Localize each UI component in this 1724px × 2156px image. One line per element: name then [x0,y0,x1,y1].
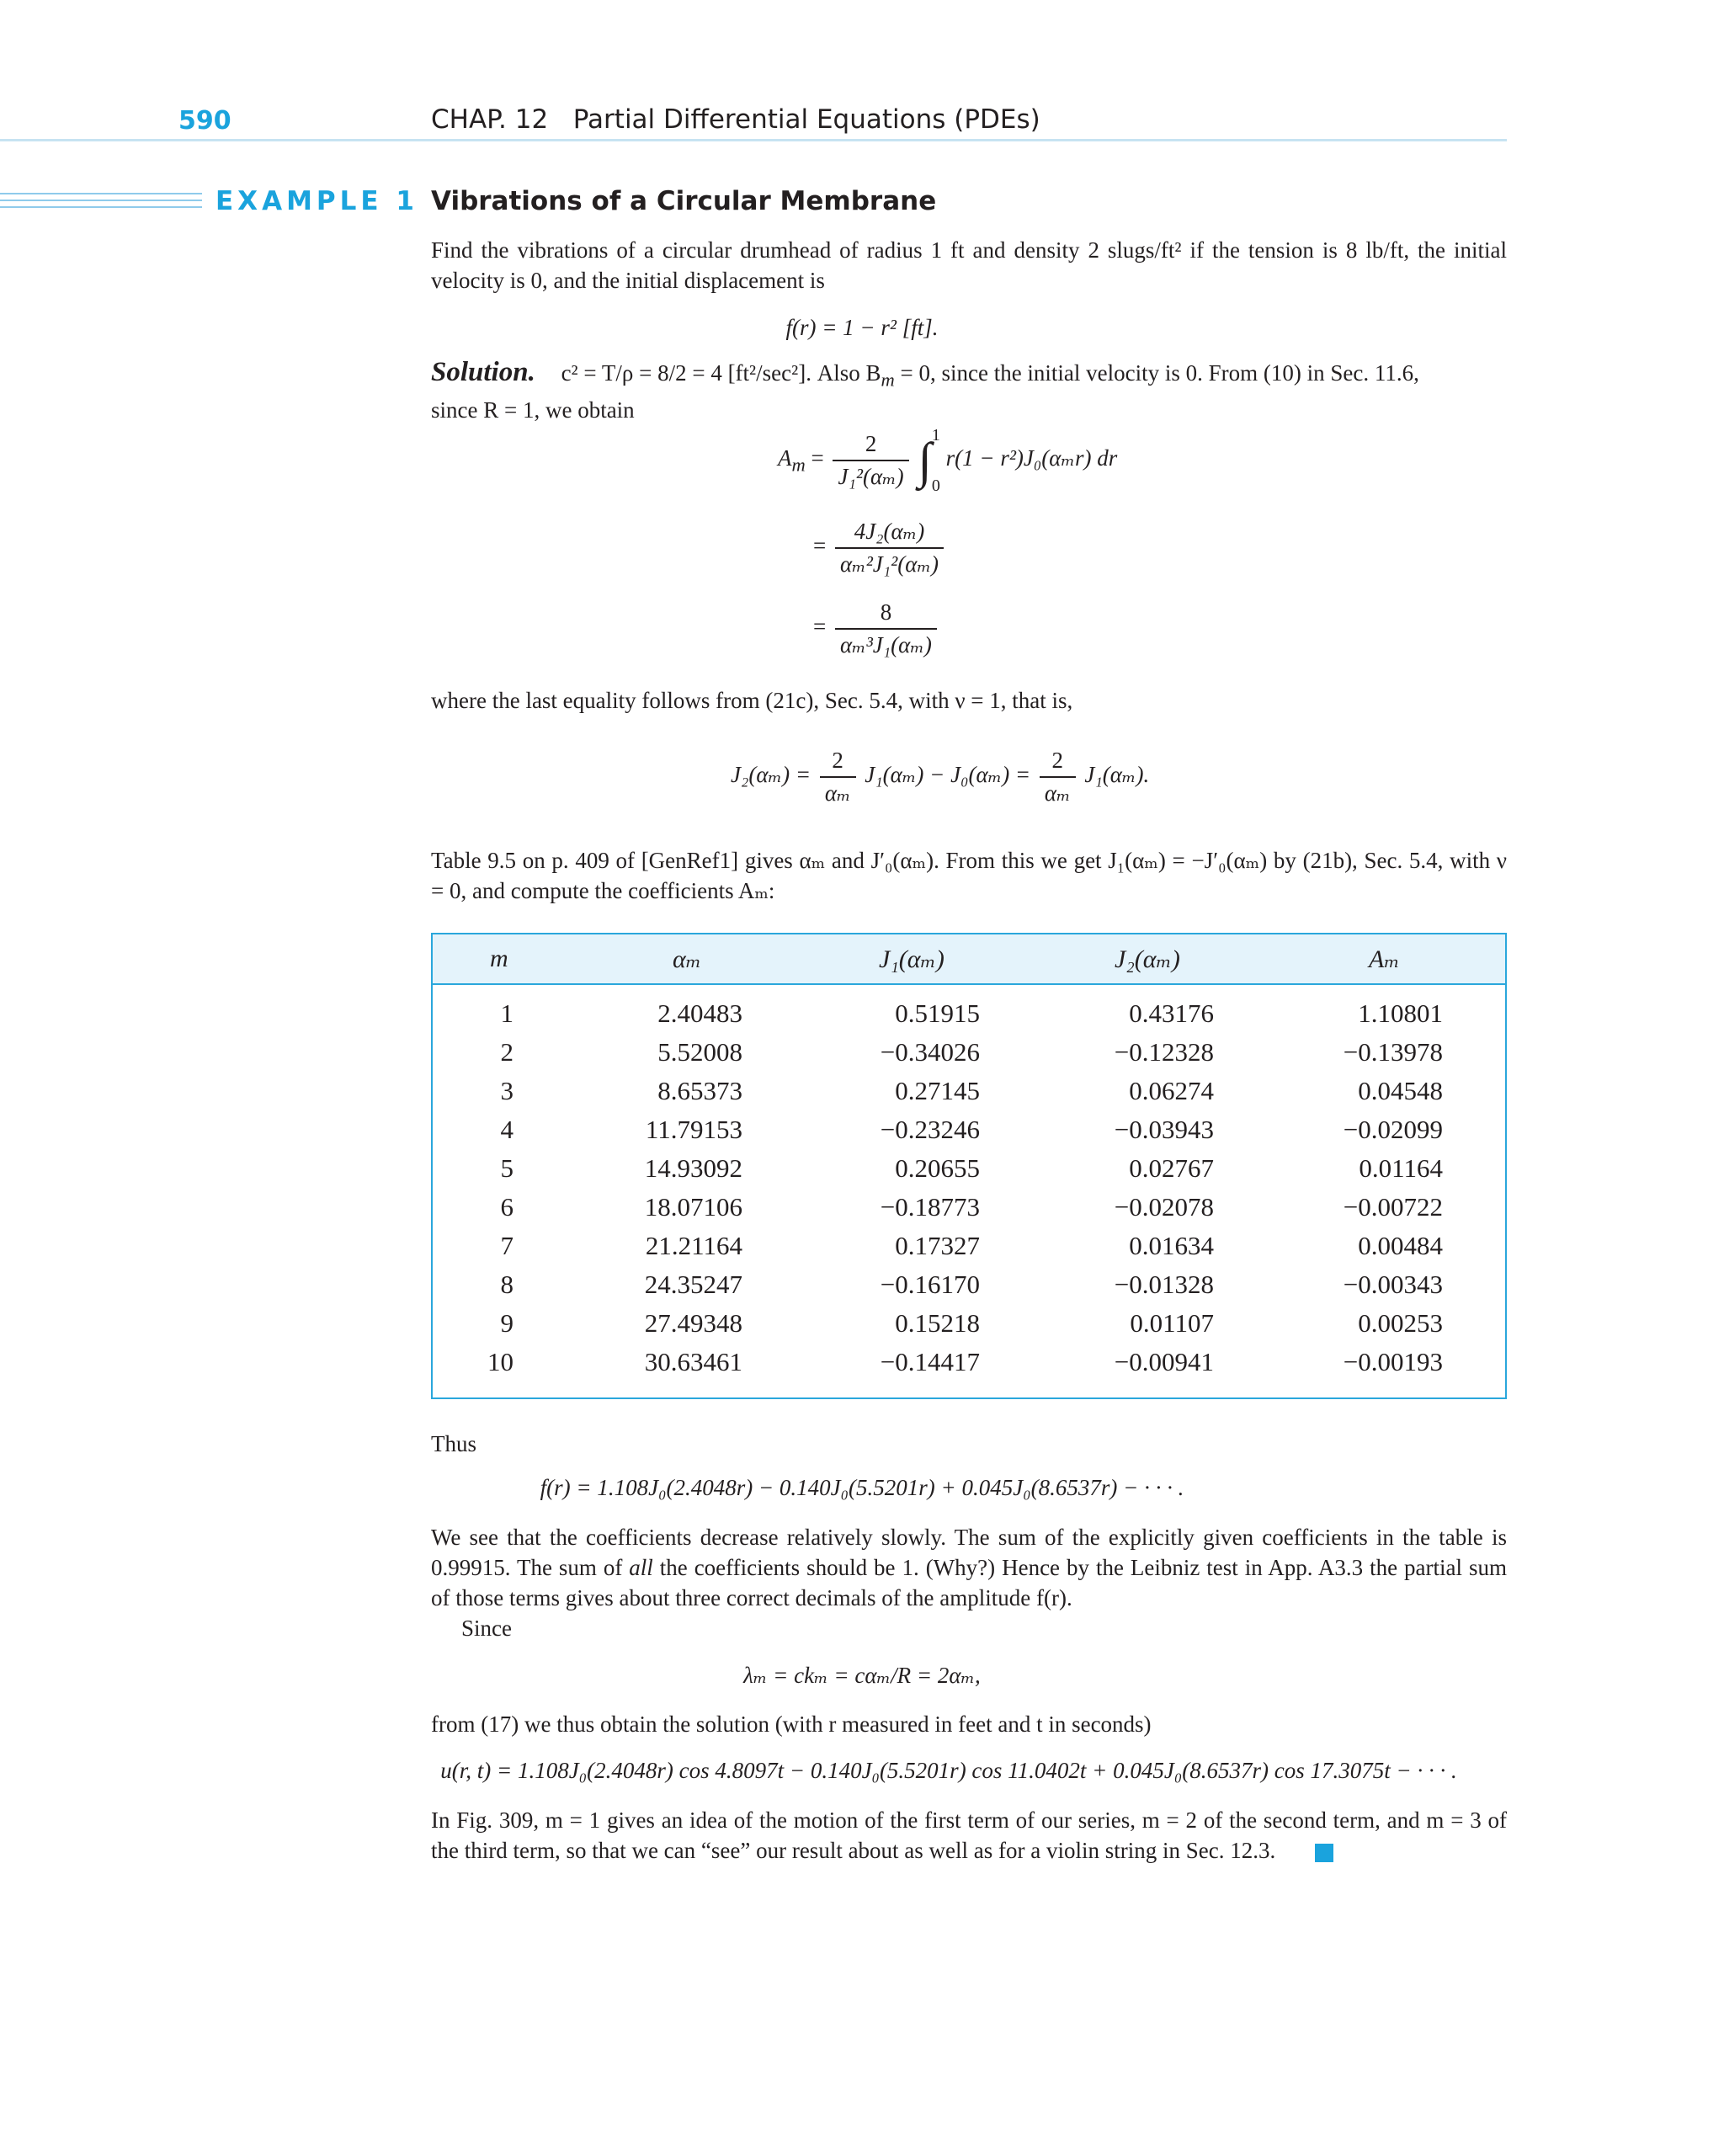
j2-lhs: J₂(αₘ) = [731,762,811,788]
final-text: In Fig. 309, m = 1 gives an idea of the motion of the first term of our series, m = 2 of the second term, and m = 3 of the third term, so that we can “see” our result about as well as for a violin string in Sec. 12.3. [431,1807,1507,1863]
table-cell: 0.20655 [895,1153,980,1183]
table-cell: 0.27145 [895,1076,980,1105]
am-frac3-den: αₘ³J₁(αₘ) [839,632,932,657]
am-equation-line2: = $\frac{\text{4J₂(αₘ)}}{\text{αₘ²J₁²(αₘ)}}$ [813,519,947,578]
header-j1: J₁(αₘ) [879,945,944,973]
u-series-equation: u(r, t) = 1.108J₀(2.4048r) cos 4.8097t − 0.140J₀(5.5201r) cos 11.0402t + 0.045J₀(8.6537r) cos 17.3075t − · · · . [440,1758,1457,1783]
coeff-text-a: We see that the coefficients decrease relatively slowly. The sum of the explicitly given coefficients in the table is 0.99915. The sum of [431,1525,1507,1580]
solution-text-line2: since R = 1, we obtain [431,397,635,423]
header-m: m [490,945,508,972]
f-series-equation: f(r) = 1.108J₀(2.4048r) − 0.140J₀(5.5201r) + 0.045J₀(8.6537r) − · · · . [540,1475,1184,1500]
j2-frac1-den: αₘ [824,780,851,806]
table-cell: 14.93092 [644,1153,742,1183]
final-paragraph [431,1805,1507,1866]
example-title: Vibrations of a Circular Membrane [431,186,937,216]
table-cell: 4 [500,1115,513,1144]
am-frac3-num: 8 [835,599,937,630]
j2-equation [731,748,1149,807]
table-cell: 5.52008 [657,1037,742,1067]
solution-text-part2: = 0, since the initial velocity is 0. From (10) in Sec. 11.6, [894,360,1419,386]
from17-paragraph: from (17) we thus obtain the solution (with r measured in feet and t in seconds) [431,1711,1152,1737]
table-cell: 0.17327 [895,1231,980,1260]
table-row [433,1347,1505,1386]
table-cell: 0.01164 [1359,1153,1443,1183]
table-row [433,1192,1505,1231]
table-cell: 30.63461 [644,1347,742,1376]
table-intro-paragraph: Table 9.5 on p. 409 of [GenRef1] gives αₘ and J′₀(αₘ). From this we get J₁(αₘ) = −J′₀(αₘ) by (21b), Sec. 5.4, with ν = 0, and compute the coefficients Aₘ: [431,848,1507,903]
example-rule-2 [0,200,202,201]
table-cell: 2.40483 [657,998,742,1028]
table-cell: 24.35247 [644,1270,742,1299]
integral-sign: ∫ [918,433,932,488]
table-row [433,1037,1505,1076]
solution-label: Solution. [431,357,535,387]
table-cell: 5 [500,1153,513,1183]
page-number: 590 [178,106,231,136]
table-cell: 0.00253 [1358,1308,1443,1338]
table-cell: 8 [500,1270,513,1299]
table-cell: −0.13978 [1343,1037,1443,1067]
header-alpha: αₘ [673,945,702,973]
table-row [433,1308,1505,1347]
table-cell: −0.34026 [880,1037,980,1067]
table-cell: −0.00941 [1114,1347,1214,1376]
table-cell: 10 [487,1347,513,1376]
table-cell: 0.15218 [895,1308,980,1338]
coefficients-paragraph [431,1522,1507,1613]
header-am: Aₘ [1369,945,1400,973]
am-frac2-den: αₘ²J₁²(αₘ) [839,551,939,577]
table-cell: −0.23246 [880,1115,980,1144]
table-cell: 8.65373 [657,1076,742,1105]
table-cell: −0.01328 [1114,1270,1214,1299]
table-cell: −0.02099 [1343,1115,1443,1144]
table-cell: 1.10801 [1358,998,1443,1028]
solution-text-part1: c² = T/ρ = 8/2 = 4 [ft²/sec²]. Also B [561,360,881,386]
int-lower: 0 [931,476,940,495]
solution-paragraph [431,357,1507,425]
table-cell: −0.16170 [880,1270,980,1299]
table-cell: 0.02767 [1129,1153,1214,1183]
am-frac1-num: 2 [833,431,908,461]
table-cell: 0.04548 [1358,1076,1443,1105]
header-rule [0,139,1507,141]
table-cell: 21.21164 [645,1231,742,1260]
example-rule-1 [0,193,202,194]
am-frac3 [835,599,937,658]
table-cell: 2 [500,1037,513,1067]
table-cell: 1 [500,998,513,1028]
am-equation-line3: = $\frac{8}{\text{αₘ³J₁(αₘ)}}$ [813,599,940,658]
end-of-example-marker [1315,1844,1333,1862]
table-header [433,934,1505,985]
table-cell: −0.00343 [1343,1270,1443,1299]
table-cell: −0.00193 [1343,1347,1443,1376]
table-cell: −0.18773 [880,1192,980,1222]
j2-frac1-num: 2 [820,748,856,778]
table-cell: 7 [500,1231,513,1260]
table-cell: 0.51915 [895,998,980,1028]
chapter-title: CHAP. 12 Partial Differential Equations (PDEs) [431,104,1040,135]
am-equation-line1: $A_m$ = $\frac{2}{\text{J₁²(αₘ)}}$ ∫ 1 0 r(1 − r²)J₀(αₘr) dr [778,423,1117,498]
am-frac2-num: 4J₂(αₘ) [835,519,944,549]
since-text: Since [461,1616,512,1641]
solution-sub: m [881,369,895,391]
table-cell: 3 [500,1076,513,1105]
table-row [433,998,1505,1037]
initial-displacement-equation: f(r) = 1 − r² [ft]. [785,315,939,340]
integrand: r(1 − r²)J₀(αₘr) dr [945,445,1118,471]
am-frac1-den: J₁²(αₘ) [838,464,904,489]
table-row [433,1270,1505,1308]
table-cell: 27.49348 [644,1308,742,1338]
j2-mid: J₁(αₘ) − J₀(αₘ) = [865,762,1031,788]
table-cell: −0.02078 [1114,1192,1214,1222]
coeff-text-emphasis: all [629,1555,653,1580]
example-label: EXAMPLE 1 [216,186,418,216]
table-cell: −0.14417 [880,1347,980,1376]
j2-frac2 [1040,748,1076,807]
am-frac1 [833,431,908,490]
table-row [433,1115,1505,1153]
table-row [433,1153,1505,1192]
where-paragraph: where the last equality follows from (21c), Sec. 5.4, with ν = 1, that is, [431,688,1073,713]
table-cell: −0.12328 [1114,1037,1214,1067]
example-rule-3 [0,206,202,208]
table-cell: 6 [500,1192,513,1222]
table-row [433,1076,1505,1115]
int-upper: 1 [931,426,940,445]
j2-frac2-num: 2 [1040,748,1076,778]
lambda-equation: λₘ = ckₘ = cαₘ/R = 2αₘ, [743,1663,981,1688]
table-cell: 9 [500,1308,513,1338]
table-cell: 0.06274 [1129,1076,1214,1105]
am-frac2 [835,519,944,578]
table-cell: −0.03943 [1114,1115,1214,1144]
coeff-text-b: the coefficients should be 1. (Why?) Hence by the Leibniz test in App. A3.3 the partial sum of those terms gives about three correct decimals of the amplitude f(r). [431,1555,1507,1610]
table-cell: 0.00484 [1358,1231,1443,1260]
am-lhs-sub: m [791,454,806,476]
intro-paragraph: Find the vibrations of a circular drumhead of radius 1 ft and density 2 slugs/ft² if the tension is 8 lb/ft, the initial velocity is 0, and the initial displacement is [431,237,1507,293]
j2-frac1 [820,748,856,807]
thus-text: Thus [431,1431,476,1456]
table-cell: 0.01107 [1130,1308,1214,1338]
header-j2: J₂(αₘ) [1115,945,1180,973]
j2-end: J₁(αₘ). [1084,762,1150,788]
table-cell: 0.01634 [1129,1231,1214,1260]
coefficient-table [431,933,1507,1399]
am-lhs: A [778,445,792,471]
table-row [433,1231,1505,1270]
table-cell: −0.00722 [1343,1192,1443,1222]
table-cell: 18.07106 [644,1192,742,1222]
table-cell: 11.79153 [645,1115,742,1144]
table-cell: 0.43176 [1129,998,1214,1028]
j2-frac2-den: αₘ [1044,780,1071,806]
